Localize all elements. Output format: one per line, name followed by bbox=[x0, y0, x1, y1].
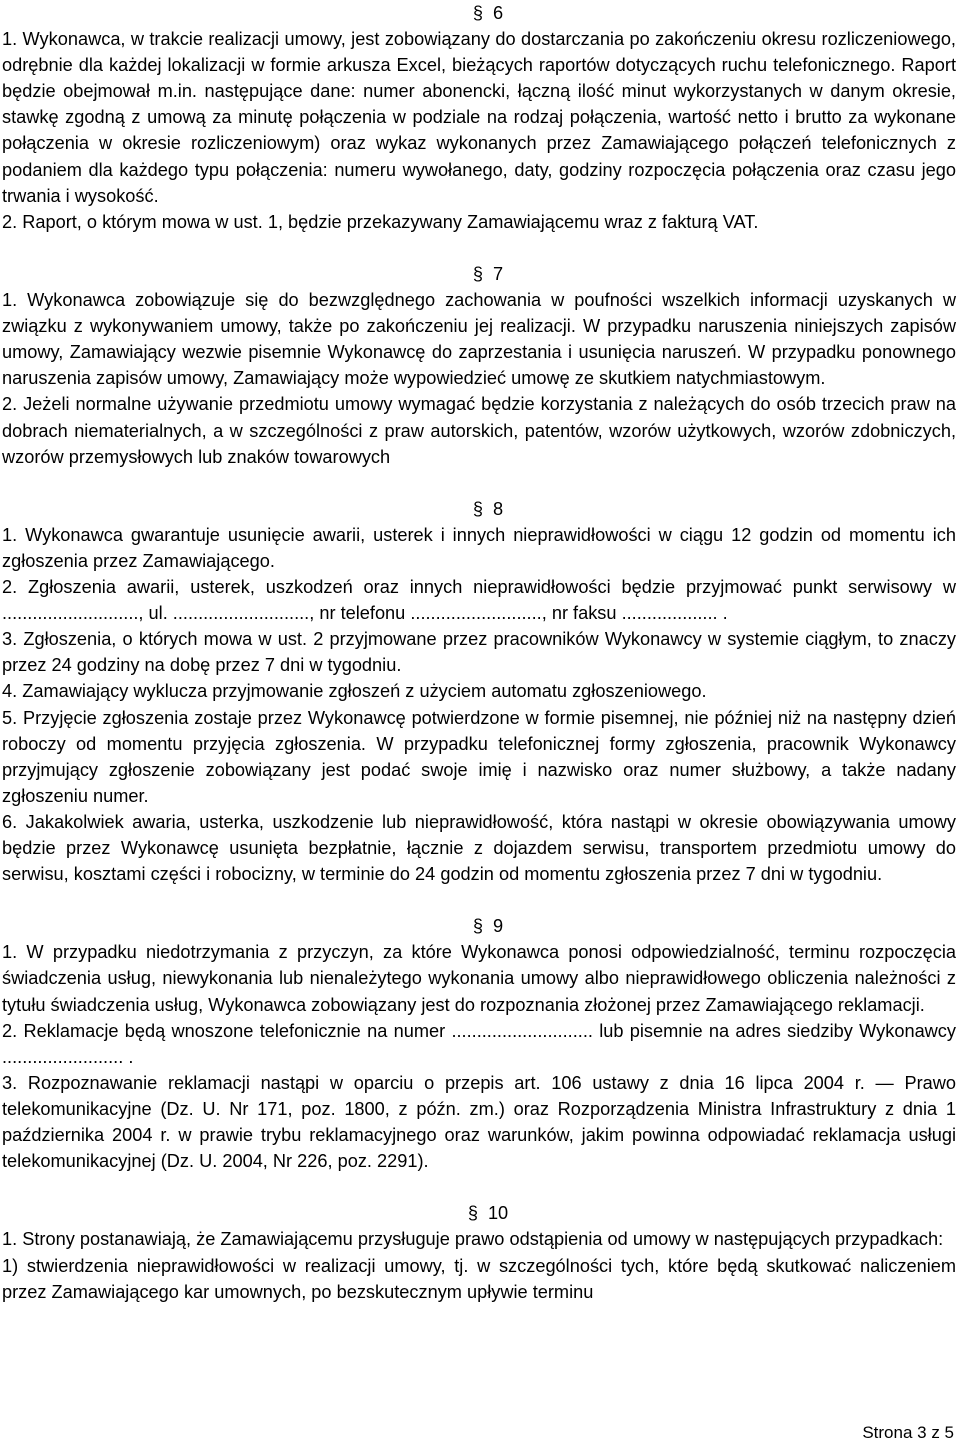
paragraph: 3. Zgłoszenia, o których mowa w ust. 2 przyjmowane przez pracowników Wykonawcy w systemie ciągłym, to znaczy przez 24 godziny na dobę przez 7 dni w tygodniu. bbox=[2, 629, 956, 676]
section-9 bbox=[2, 913, 956, 1174]
section-heading bbox=[2, 1200, 956, 1226]
section-number: 9 bbox=[493, 916, 504, 937]
section-number: 8 bbox=[493, 498, 504, 519]
paragraph: 1. Strony postanawiają, że Zamawiającemu przysługuje prawo odstąpienia od umowy w następujących przypadkach: bbox=[2, 1229, 944, 1250]
paragraph: 1) stwierdzenia nieprawidłowości w realizacji umowy, tj. w szczególności tych, które będą skutkować naliczeniem przez Zamawiającego kar umownych, po bezskutecznym upływie terminu bbox=[2, 1255, 956, 1302]
section-number: 6 bbox=[493, 3, 504, 23]
section-heading bbox=[2, 0, 956, 26]
paragraph: 4. Zamawiający wyklucza przyjmowanie zgłoszeń z użyciem automatu zgłoszeniowego. bbox=[2, 681, 707, 702]
section-heading bbox=[2, 913, 956, 939]
paragraph: 3. Rozpoznawanie reklamacji nastąpi w oparciu o przepis art. 106 ustawy z dnia 16 lipca 2004 r. — Prawo telekomunikacyjne (Dz. U. Nr 171, poz. 1800, z późn. zm.) oraz Rozporządzenia Ministra Infrastruktury z dnia 1 października 2004 r. w prawie trybu reklamacyjnego oraz warunków, jakim powinna odpowiadać reklamacja usługi telekomunikacyjnej (Dz. U. 2004, Nr 226, poz. 2291). bbox=[2, 1072, 956, 1172]
section-spacer bbox=[2, 1174, 956, 1200]
section-spacer bbox=[2, 235, 956, 261]
section-7 bbox=[2, 261, 956, 470]
paragraph: 2. Jeżeli normalne używanie przedmiotu umowy wymagać będzie korzystania z należących do osób trzecich praw na dobrach niematerialnych, a w szczególności z praw autorskich, patentów, wzorów użytkowych, wzorów zdobniczych, wzorów przemysłowych lub znaków towarowych bbox=[2, 394, 956, 467]
section-spacer bbox=[2, 470, 956, 496]
paragraph: 5. Przyjęcie zgłoszenia zostaje przez Wykonawcę potwierdzone w formie pisemnej, nie później niż na następny dzień roboczy od momentu przyjęcia zgłoszenia. W przypadku telefonicznej formy zgłoszenia, pracownik Wykonawcy przyjmujący zgłoszenie zobowiązany jest podać swoje imię i nazwisko oraz numer służbowy, a także nadany zgłoszeniu numer. bbox=[2, 707, 956, 806]
section-symbol: § bbox=[472, 498, 483, 519]
document-body bbox=[2, 0, 956, 1305]
paragraph: 2. Raport, o którym mowa w ust. 1, będzie przekazywany Zamawiającemu wraz z fakturą VAT. bbox=[2, 211, 759, 232]
paragraph: 2. Reklamacje będą wnoszone telefonicznie na numer ............................ lub pisemnie na adres siedziby Wykonawcy ........................ . bbox=[2, 1020, 956, 1067]
paragraph: 1. Wykonawca gwarantuje usunięcie awarii, usterek i innych nieprawidłowości w ciągu 12 godzin od momentu ich zgłoszenia przez Zamawiającego. bbox=[2, 524, 956, 571]
section-6 bbox=[2, 0, 956, 235]
section-8 bbox=[2, 496, 956, 887]
section-symbol: § bbox=[472, 263, 483, 284]
section-number: 7 bbox=[493, 263, 504, 284]
section-symbol: § bbox=[472, 916, 483, 937]
paragraph: 6. Jakakolwiek awaria, usterka, uszkodzenie lub nieprawidłowość, która nastąpi w okresie obowiązywania umowy będzie przez Wykonawcę usunięta bezpłatnie, łącznie z dojazdem serwisu, transportem przedmiotu umowy do serwisu, kosztami części i robocizny, w terminie do 24 godzin od momentu zgłoszenia przez 7 dni w tygodniu. bbox=[2, 811, 956, 885]
paragraph: 1. Wykonawca, w trakcie realizacji umowy, jest zobowiązany do dostarczania po zakończeniu okresu rozliczeniowego, odrębnie dla każdej lokalizacji w formie arkusza Excel, bieżących raportów dotyczących ruchu telefonicznego. Raport będzie obejmował m.in. następujące dane: numer abonencki, łączną ilość minut wykorzystanych w danym okresie, stawkę zgodną z umową za minutę połączenia w podziale na rodzaj połączenia, wartość netto i brutto za wykonane połączenia w okresie rozliczeniowym) oraz wykaz wykonanych przez Zamawiającego połączeń telefonicznych z podaniem dla każdego typu połączenia: numeru wywołanego, daty, godziny rozpoczęcia połączenia oraz czasu jego trwania i wysokość. bbox=[2, 29, 956, 206]
section-10 bbox=[2, 1200, 956, 1304]
section-heading bbox=[2, 496, 956, 522]
section-symbol: § bbox=[472, 3, 483, 23]
section-spacer bbox=[2, 887, 956, 913]
paragraph: 1. W przypadku niedotrzymania z przyczyn, za które Wykonawca ponosi odpowiedzialność, terminu rozpoczęcia świadczenia usług, niewykonania lub nienależytego wykonania umowy albo nieprawidłowego obliczenia należności z tytułu świadczenia usług, Wykonawca zobowiązany jest do rozpoznania złożonej przez Zamawiającego reklamacji. bbox=[2, 942, 956, 1015]
page-number-footer: Strona 3 z 5 bbox=[862, 1423, 954, 1442]
paragraph: 2. Zgłoszenia awarii, usterek, uszkodzeń oraz innych nieprawidłowości będzie przyjmować punkt serwisowy w ..........................., ul. ..........................., nr telefonu .........................., nr faksu ................... . bbox=[2, 577, 956, 624]
section-symbol: § bbox=[467, 1203, 478, 1224]
section-number: 10 bbox=[487, 1203, 509, 1224]
section-heading bbox=[2, 261, 956, 287]
paragraph: 1. Wykonawca zobowiązuje się do bezwzględnego zachowania w poufności wszelkich informacji uzyskanych w związku z wykonywaniem umowy, także po zakończeniu jej realizacji. W przypadku naruszenia niniejszych zapisów umowy, Zamawiający wezwie pisemnie Wykonawcę do zaprzestania i usunięcia naruszeń. W przypadku ponownego naruszenia zapisów umowy, Zamawiający może wypowiedzieć umowę ze skutkiem natychmiastowym. bbox=[2, 290, 956, 389]
